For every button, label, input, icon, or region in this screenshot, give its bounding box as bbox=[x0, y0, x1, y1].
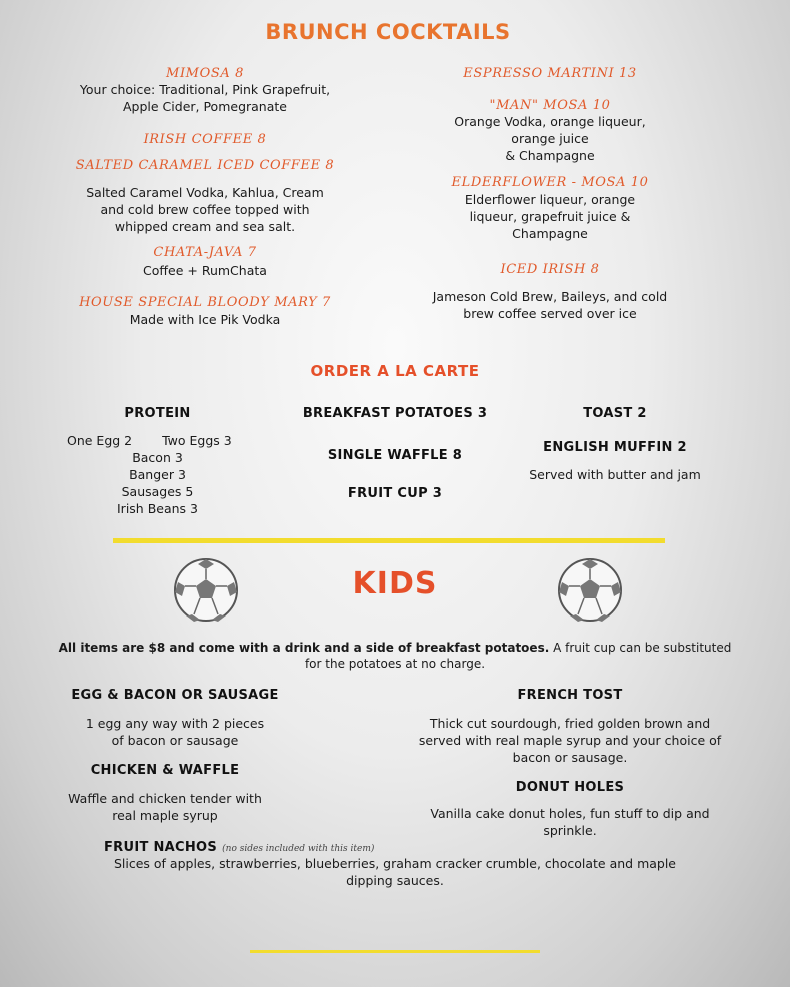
cocktail-title: ICED IRISH 8 bbox=[500, 262, 600, 277]
kids-heading: KIDS bbox=[352, 566, 438, 601]
kids-intro bbox=[20, 640, 770, 672]
cocktail-title: ESPRESSO MARTINI 13 bbox=[463, 66, 637, 81]
kids-desc-line: Waffle and chicken tender with bbox=[68, 791, 262, 806]
toast: TOAST 2 bbox=[583, 406, 647, 421]
cocktail-title: IRISH COFFEE 8 bbox=[143, 132, 267, 147]
cocktail-desc: Elderflower liqueur, orange bbox=[464, 192, 636, 207]
cocktail-item bbox=[400, 66, 700, 81]
cocktail-title: ELDERFLOWER - MOSA 10 bbox=[451, 175, 649, 190]
cocktail-desc: Your choice: Traditional, Pink Grapefruit, bbox=[79, 82, 331, 97]
cocktail-desc: and cold brew coffee topped with bbox=[100, 202, 310, 217]
protein-item: Two Eggs 3 bbox=[162, 433, 232, 448]
protein-item: Irish Beans 3 bbox=[117, 501, 198, 516]
cocktail-item bbox=[50, 295, 360, 328]
cocktail-desc: orange juice bbox=[511, 131, 589, 146]
cocktail-desc-block bbox=[50, 184, 360, 235]
cocktail-item bbox=[50, 132, 360, 147]
kids-item-title: DONUT HOLES bbox=[515, 780, 625, 795]
kids-desc-line: real maple syrup bbox=[112, 808, 218, 823]
cocktail-item bbox=[400, 262, 700, 277]
kids-desc-line: dipping sauces. bbox=[346, 873, 444, 888]
cocktail-desc: whipped cream and sea salt. bbox=[114, 219, 296, 234]
kids-item-donut-holes bbox=[395, 780, 745, 795]
cocktail-item bbox=[50, 158, 360, 173]
protein-block bbox=[70, 406, 245, 421]
cocktail-desc: Salted Caramel Vodka, Kahlua, Cream bbox=[86, 185, 324, 200]
protein-list bbox=[70, 449, 245, 517]
kids-item-title: CHICKEN & WAFFLE bbox=[90, 763, 240, 778]
cocktail-desc: Jameson Cold Brew, Baileys, and cold bbox=[432, 289, 668, 304]
cocktail-title: MIMOSA 8 bbox=[166, 66, 244, 81]
kids-intro-line2: for the potatoes at no charge. bbox=[304, 657, 486, 671]
kids-desc-line: Vanilla cake donut holes, fun stuff to dip and bbox=[430, 806, 710, 821]
kids-item-desc bbox=[385, 805, 755, 839]
kids-item-desc bbox=[40, 855, 750, 889]
protein-title: PROTEIN bbox=[124, 406, 191, 421]
protein-row bbox=[67, 432, 267, 449]
protein-item: Sausages 5 bbox=[121, 484, 194, 499]
cocktail-title: SALTED CARAMEL ICED COFFEE 8 bbox=[75, 158, 335, 173]
kids-desc-line: sprinkle. bbox=[543, 823, 597, 838]
kids-desc-line: of bacon or sausage bbox=[111, 733, 239, 748]
cocktail-desc: Made with Ice Pik Vodka bbox=[129, 312, 281, 327]
cocktail-desc: Champagne bbox=[512, 226, 588, 241]
protein-item: Banger 3 bbox=[129, 467, 186, 482]
kids-intro-bold: All items are $8 and come with a drink and a side of breakfast potatoes. bbox=[58, 641, 550, 655]
cocktail-item bbox=[400, 98, 700, 164]
brunch-cocktails-heading: BRUNCH COCKTAILS bbox=[265, 20, 511, 44]
alacarte-heading: ORDER A LA CARTE bbox=[310, 362, 480, 380]
kids-desc-line: bacon or sausage. bbox=[512, 750, 628, 765]
kids-item-desc bbox=[30, 790, 300, 824]
fruit-cup: FRUIT CUP 3 bbox=[347, 486, 443, 501]
kids-desc-line: Thick cut sourdough, fried golden brown and bbox=[429, 716, 711, 731]
cocktail-desc: & Champagne bbox=[505, 148, 595, 163]
kids-item-desc bbox=[40, 715, 310, 749]
cocktails-left-column bbox=[50, 66, 360, 115]
english-muffin: ENGLISH MUFFIN 2 bbox=[543, 440, 687, 455]
cocktail-desc: brew coffee served over ice bbox=[463, 306, 637, 321]
cocktail-item bbox=[50, 245, 360, 279]
yellow-divider bbox=[113, 538, 665, 543]
cocktail-desc: Coffee + RumChata bbox=[143, 263, 267, 278]
kids-item-chicken-waffle bbox=[30, 763, 300, 778]
cocktail-desc: Orange Vodka, orange liqueur, bbox=[454, 114, 646, 129]
kids-item-title: FRENCH TOST bbox=[517, 688, 623, 703]
bottom-yellow-divider bbox=[250, 950, 540, 953]
kids-desc-line: Slices of apples, strawberries, blueberries, graham cracker crumble, chocolate and maple bbox=[113, 856, 677, 871]
kids-item-title: FRUIT NACHOS bbox=[104, 840, 218, 855]
cocktail-item bbox=[400, 175, 700, 242]
kids-item-egg-bacon bbox=[40, 688, 310, 703]
cocktail-desc: Apple Cider, Pomegranate bbox=[123, 99, 287, 114]
muffin-desc: Served with butter and jam bbox=[529, 467, 701, 482]
cocktail-title: HOUSE SPECIAL BLOODY MARY 7 bbox=[79, 295, 331, 310]
breakfast-potatoes: BREAKFAST POTATOES 3 bbox=[302, 406, 488, 421]
protein-item: One Egg 2 bbox=[67, 433, 133, 448]
kids-desc-line: 1 egg any way with 2 pieces bbox=[85, 716, 265, 731]
cocktail-title: "MAN" MOSA 10 bbox=[489, 98, 611, 113]
kids-desc-line: served with real maple syrup and your choice of bbox=[418, 733, 722, 748]
kids-intro-rest: A fruit cup can be substituted bbox=[549, 641, 732, 655]
kids-item-title: EGG & BACON OR SAUSAGE bbox=[71, 688, 279, 703]
cocktail-desc-block bbox=[400, 288, 700, 322]
kids-item-desc bbox=[385, 715, 755, 766]
protein-item: Bacon 3 bbox=[132, 450, 183, 465]
fruit-nachos-note: (no sides included with this item) bbox=[222, 844, 375, 854]
cocktail-title: CHATA-JAVA 7 bbox=[153, 245, 257, 260]
single-waffle: SINGLE WAFFLE 8 bbox=[327, 448, 463, 463]
cocktail-desc: liqueur, grapefruit juice & bbox=[469, 209, 631, 224]
kids-item-french-tost bbox=[395, 688, 745, 703]
kids-item-fruit-nachos bbox=[104, 836, 504, 855]
